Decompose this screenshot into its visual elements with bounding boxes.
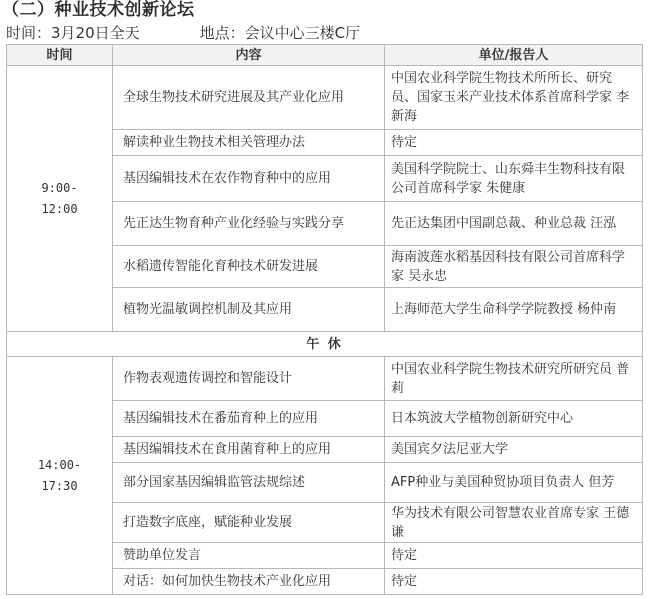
content-cell: 部分国家基因编辑监管法规综述 (113, 463, 385, 503)
time-cell-afternoon (7, 357, 113, 595)
time-cell-morning (7, 66, 113, 332)
speaker-cell: 日本筑波大学植物创新研究中心 (385, 401, 643, 437)
table-row (7, 357, 643, 401)
content-cell: 对话：如何加快生物技术产业化应用 (113, 569, 385, 595)
content-cell: 基因编辑技术在食用菌育种上的应用 (113, 437, 385, 463)
lunch-break-label: 午 休 (7, 332, 643, 357)
column-header-speaker: 单位/报告人 (385, 45, 643, 66)
speaker-cell: 上海师范大学生命科学学院教授 杨仲南 (385, 288, 643, 332)
time-end: 17:30 (41, 478, 78, 493)
speaker-cell: 待定 (385, 130, 643, 156)
speaker-cell: 海南波莲水稻基因科技有限公司首席科学家 吴永忠 (385, 246, 643, 288)
content-cell: 作物表观遗传调控和智能设计 (113, 357, 385, 401)
content-cell: 水稻遗传智能化育种技术研发进展 (113, 246, 385, 288)
speaker-cell: 先正达集团中国副总裁、种业总裁 汪泓 (385, 202, 643, 246)
column-header-content: 内容 (113, 45, 385, 66)
schedule-table (6, 44, 643, 595)
content-cell: 基因编辑技术在番茄育种上的应用 (113, 401, 385, 437)
speaker-cell: 待定 (385, 543, 643, 569)
time-start: 9:00- (41, 180, 78, 195)
content-cell: 基因编辑技术在农作物育种中的应用 (113, 156, 385, 202)
event-location: 地点：会议中心三楼C厅 (199, 24, 361, 42)
speaker-cell: 待定 (385, 569, 643, 595)
event-info (6, 22, 360, 43)
content-cell: 植物光温敏调控机制及其应用 (113, 288, 385, 332)
time-end: 12:00 (41, 201, 78, 216)
content-cell: 先正达生物育种产业化经验与实践分享 (113, 202, 385, 246)
content-cell: 赞助单位发言 (113, 543, 385, 569)
content-cell: 打造数字底座，赋能种业发展 (113, 503, 385, 543)
speaker-cell: 美国科学院院士、山东舜丰生物科技有限公司首席科学家 朱健康 (385, 156, 643, 202)
table-header-row (7, 45, 643, 66)
time-start: 14:00- (37, 457, 82, 472)
table-row (7, 66, 643, 130)
event-time: 时间：3月20日全天 (6, 24, 140, 42)
speaker-cell: 中国农业科学院生物技术研究所研究员 普莉 (385, 357, 643, 401)
speaker-cell: 中国农业科学院生物技术所所长、研究员、国家玉米产业技术体系首席科学家 李新海 (385, 66, 643, 130)
content-cell: 解读种业生物技术相关管理办法 (113, 130, 385, 156)
speaker-cell: AFP种业与美国种贸协项目负责人 但芳 (385, 463, 643, 503)
section-title: （二）种业技术创新论坛 (2, 0, 195, 20)
content-cell: 全球生物技术研究进展及其产业化应用 (113, 66, 385, 130)
column-header-time: 时间 (7, 45, 113, 66)
speaker-cell: 美国宾夕法尼亚大学 (385, 437, 643, 463)
lunch-break-row (7, 332, 643, 357)
speaker-cell: 华为技术有限公司智慧农业首席专家 王德谦 (385, 503, 643, 543)
